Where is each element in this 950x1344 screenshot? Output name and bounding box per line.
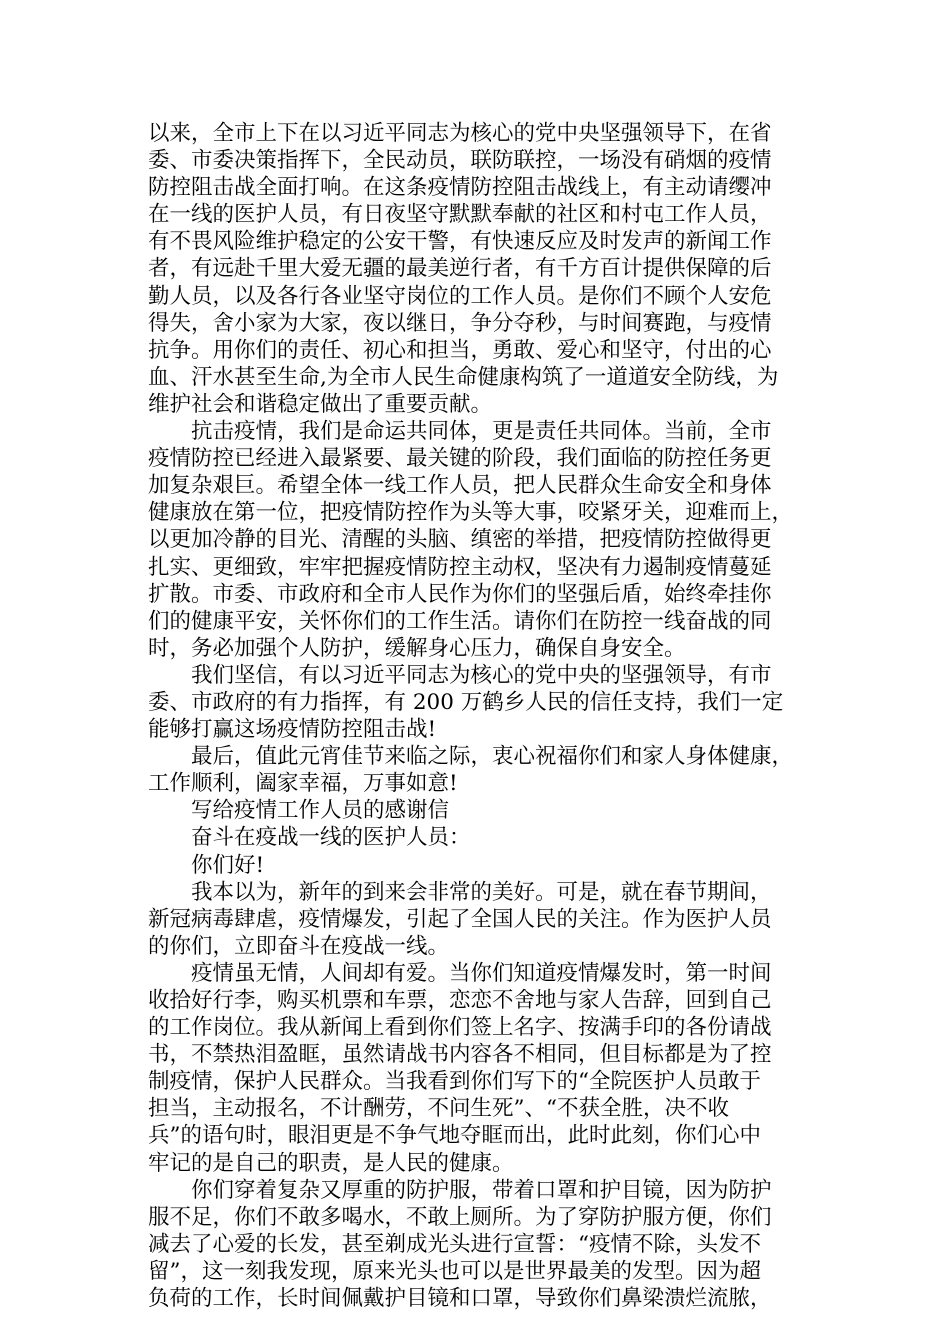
text-line: 新冠病毒肆虐，疫情爆发，引起了全国人民的关注。作为医护人员 [148,906,772,932]
text-line: 委、市政府的有力指挥，有 200 万鹤乡人民的信任支持，我们一定 [148,689,784,715]
text-line: 制疫情，保护人民群众。当我看到你们写下的“全院医护人员敢于 [148,1069,761,1095]
text-line: 工作顺利，阖家幸福，万事如意! [148,771,458,797]
text-line: 抗争。用你们的责任、初心和担当，勇敢、爱心和坚守，付出的心 [148,337,772,363]
paragraph-p8 [148,879,828,960]
text-line: 我本以为，新年的到来会非常的美好。可是，就在春节期间， [191,879,772,905]
paragraph-p10 [148,1177,828,1312]
text-line: 服不足，你们不敢多喝水，不敢上厕所。为了穿防护服方便，你们 [148,1204,772,1230]
text-line: 负荷的工作，长时间佩戴护目镜和口罩，导致你们鼻梁溃烂流脓， [148,1286,772,1312]
text-line: 以来，全市上下在以习近平同志为核心的党中央坚强领导下，在省 [148,121,772,146]
text-line: 奋斗在疫战一线的医护人员： [191,825,471,851]
paragraph-p5 [148,797,828,824]
text-line: 的你们，立即奋斗在疫战一线。 [148,933,450,959]
paragraph-p6 [148,824,828,851]
text-line: 兵”的语句时，眼泪更是不争气地夺眶而出，此时此刻，你们心中 [148,1123,761,1149]
text-line: 加复杂艰巨。希望全体一线工作人员，把人民群众生命安全和身体 [148,473,772,499]
text-line: 最后，值此元宵佳节来临之际，衷心祝福你们和家人身体健康， [191,744,794,770]
text-line: 我们坚信，有以习近平同志为核心的党中央的坚强领导，有市 [191,662,772,688]
text-line: 的工作岗位。我从新闻上看到你们签上名字、按满手印的各份请战 [148,1015,772,1041]
text-line: 维护社会和谐稳定做出了重要贡献。 [148,391,493,417]
text-line: 扩散。市委、市政府和全市人民作为你们的坚强后盾，始终牵挂你 [148,581,772,607]
text-line: 疫情防控已经进入最紧要、最关键的阶段，我们面临的防控任务更 [148,446,772,472]
paragraph-p4 [148,743,828,797]
text-line: 委、市委决策指挥下，全民动员，联防联控，一场没有硝烟的疫情 [148,148,772,174]
text-line: 们的健康平安，关怀你们的工作生活。请你们在防控一线奋战的同 [148,608,772,634]
paragraph-p1 [148,120,828,418]
text-line: 以更加冷静的目光、清醒的头脑、缜密的举措，把疫情防控做得更 [148,527,772,553]
text-line: 能够打赢这场疫情防控阻击战! [148,717,437,743]
text-line: 在一线的医护人员，有日夜坚守默默奉献的社区和村屯工作人员， [148,202,772,228]
text-line: 收拾好行李，购买机票和车票，恋恋不舍地与家人告辞，回到自己 [148,988,772,1013]
paragraph-p3 [148,662,828,743]
text-line: 书，不禁热泪盈眶，虽然请战书内容各不相同，但目标都是为了控 [148,1042,772,1068]
text-line: 防控阻击战全面打响。在这条疫情防控阻击战线上，有主动请缨冲 [148,175,772,201]
text-line: 减去了心爱的长发，甚至剃成光头进行宣誓：“疫情不除，头发不 [148,1231,761,1257]
paragraph-p7 [148,852,828,879]
text-line: 健康放在第一位，把疫情防控作为头等大事，咬紧牙关，迎难而上， [148,500,794,526]
text-line: 牢记的是自己的职责，是人民的健康。 [148,1150,514,1176]
text-line: 疫情虽无情，人间却有爱。当你们知道疫情爆发时，第一时间 [191,960,772,986]
text-line: 你们好! [191,852,265,878]
document-page [148,120,828,1312]
text-line: 扎实、更细致，牢牢把握疫情防控主动权，坚决有力遏制疫情蔓延 [148,554,772,580]
text-line: 者，有远赴千里大爱无疆的最美逆行者，有千方百计提供保障的后 [148,256,772,282]
text-line: 勤人员，以及各行各业坚守岗位的工作人员。是你们不顾个人安危 [148,283,772,309]
text-line: 留”，这一刻我发现，原来光头也可以是世界最美的发型。因为超 [148,1258,761,1284]
paragraph-p2 [148,418,828,662]
text-line: 时，务必加强个人防护，缓解身心压力，确保自身安全。 [148,635,686,661]
text-line: 抗击疫情，我们是命运共同体，更是责任共同体。当前，全市 [191,419,772,445]
text-line: 担当，主动报名，不计酬劳，不问生死”、“不获全胜，决不收 [148,1096,729,1122]
text-line: 写给疫情工作人员的感谢信 [191,798,450,824]
text-line: 得失，舍小家为大家，夜以继日，争分夺秒，与时间赛跑，与疫情 [148,310,772,336]
text-line: 有不畏风险维护稳定的公安干警，有快速反应及时发声的新闻工作 [148,229,772,255]
text-line: 你们穿着复杂又厚重的防护服，带着口罩和护目镜，因为防护 [191,1177,772,1203]
text-line: 血、汗水甚至生命,为全市人民生命健康构筑了一道道安全防线，为 [148,364,779,390]
paragraph-p9 [148,960,828,1177]
